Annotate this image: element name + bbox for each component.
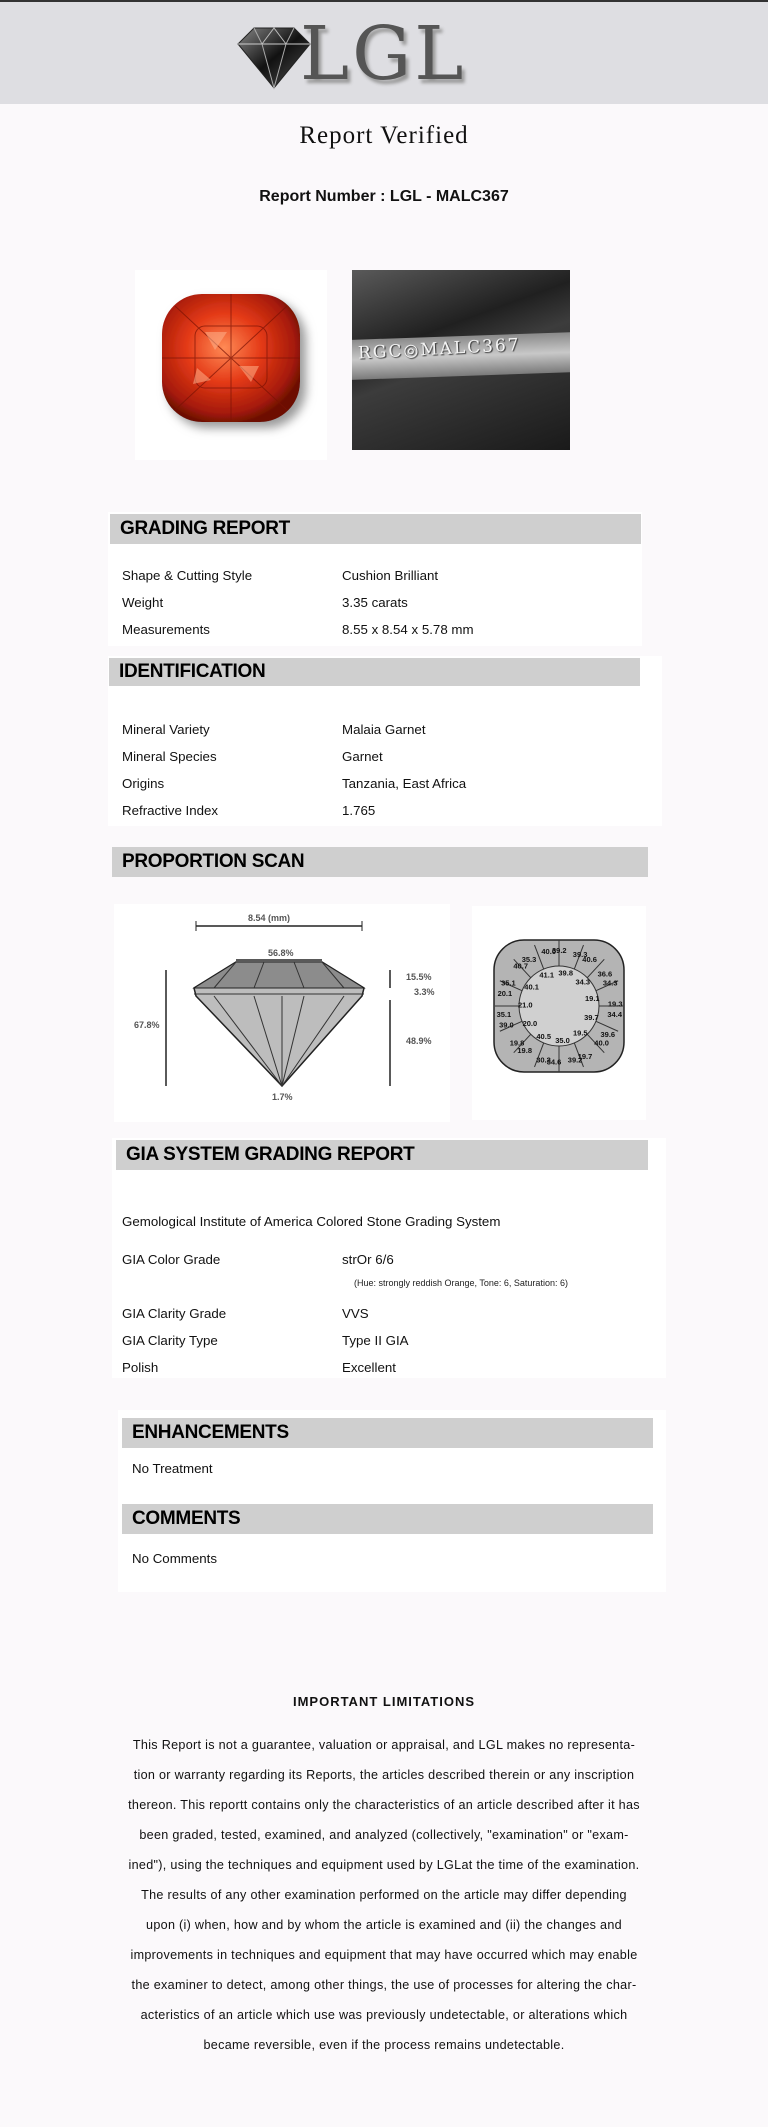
grading-label-weight: Weight [122,595,164,610]
limitations-line: tion or warranty regarding its Reports, the articles described therein or any inscription [133,1768,635,1782]
enhancements-heading: ENHANCEMENTS [122,1418,653,1448]
facet-angle-label: 40.0 [594,1038,609,1048]
gia-label-color: GIA Color Grade [122,1252,221,1267]
facet-angle-label: 39.0 [499,1020,514,1030]
grading-report-heading: GRADING REPORT [110,514,641,544]
pavilion-label: 48.9% [406,1036,432,1046]
facet-angle-label: 35.1 [496,1010,512,1019]
garnet-gem-image [135,270,327,460]
gia-value-clarity-type: Type II GIA [342,1333,409,1348]
ident-value-variety: Malaia Garnet [342,722,426,737]
facet-angle-label: 30.2 [536,1055,551,1065]
grading-label-shape: Shape & Cutting Style [122,568,253,583]
report-number: Report Number : LGL - MALC367 [259,188,509,205]
gia-system-name: Gemological Institute of America Colored Stone Grading System [122,1214,501,1229]
facet-angle-label: 21.0 [518,1000,533,1010]
lgl-logo[interactable] [234,11,486,97]
limitations-line: This Report is not a guarantee, valuation or appraisal, and LGL makes no representa- [132,1738,636,1752]
facet-angle-label: 40.7 [513,961,529,971]
proportion-scan-heading: PROPORTION SCAN [112,847,648,877]
limitations-line: upon (i) when, how and by whom the article is examined and (ii) the changes and [146,1918,622,1932]
facet-angle-label: 19.1 [585,994,600,1003]
facet-angle-label: 36.6 [597,969,613,979]
facet-angle-label: 40.1 [524,982,539,992]
crown-label: 15.5% [406,972,432,982]
facet-angle-label: 20.1 [497,988,513,998]
grading-value-measurements: 8.55 x 8.54 x 5.78 mm [342,622,474,637]
gia-label-clarity-type: GIA Clarity Type [122,1333,218,1348]
limitations-line: became reversible, even if the process remains undetectable. [203,2038,565,2052]
facet-angle-label: 39.2 [567,1055,583,1065]
comments-heading: COMMENTS [122,1504,653,1534]
limitations-line: been graded, tested, examined, and analyzed (collectively, "examination" or "exam- [139,1828,629,1842]
limitations-line: the examiner to detect, among other things, the use of processes for altering the char- [131,1978,637,1992]
side-profile-svg [114,904,450,1122]
facet-angle-label: 19.8 [517,1046,533,1055]
culet-label: 1.7% [272,1092,293,1102]
gia-label-polish: Polish [122,1360,159,1375]
girdle-label: 3.3% [414,987,435,997]
laser-inscription-photo [352,270,570,450]
grading-value-weight: 3.35 carats [342,595,408,610]
site-header [0,2,768,104]
page-title: Report Verified [299,122,469,149]
total-depth-label: 67.8% [134,1020,160,1030]
facet-angle-label: 34.4 [607,1010,623,1019]
ident-value-origins: Tanzania, East Africa [342,776,467,791]
facet-angle-label: 34.3 [602,978,618,988]
facet-angle-label: 19.8 [509,1038,525,1048]
grading-label-measurements: Measurements [122,622,210,637]
facet-angle-label: 34.3 [575,977,591,987]
limitations-heading: IMPORTANT LIMITATIONS [292,1694,476,1709]
ident-label-origins: Origins [122,776,165,791]
inscription-text: RGC◎MALC367 [357,335,522,364]
ident-value-species: Garnet [342,749,383,764]
limitations-line: improvements in techniques and equipment that may have occurred which may enable [130,1948,638,1962]
facet-angle-label: 39.8 [558,968,574,978]
side-profile-diagram [114,904,450,1122]
ident-label-variety: Mineral Variety [122,722,210,737]
gia-value-color: strOr 6/6 [342,1252,394,1267]
facet-angle-label: 35.0 [555,1035,570,1045]
top-view-diagram [472,906,646,1120]
width-label: 8.54 (mm) [248,913,291,923]
limitations-line: thereon. This reportt contains only the characteristics of an article described after it has [128,1798,640,1812]
ident-label-species: Mineral Species [122,749,217,764]
facet-angle-label: 39.2 [552,946,567,955]
facet-angle-label: 34.6 [546,1057,562,1067]
gia-label-clarity: GIA Clarity Grade [122,1306,227,1321]
gemstone-photo [135,270,327,460]
facet-angle-label: 19.7 [577,1051,593,1061]
facet-angle-label: 19.3 [607,999,623,1009]
facet-angle-label: 40.0 [541,947,557,956]
gia-value-polish: Excellent [342,1360,396,1375]
ident-label-ri: Refractive Index [122,803,219,818]
top-view-svg [472,906,646,1120]
facet-angle-label: 20.0 [522,1019,538,1028]
limitations-line: The results of any other examination performed on the article may differ depending [141,1888,627,1902]
facet-angle-label: 19.5 [573,1028,588,1038]
comments-text: No Comments [132,1551,217,1566]
facet-angle-label: 40.5 [536,1032,552,1042]
gia-value-clarity: VVS [342,1306,369,1321]
ident-value-ri: 1.765 [342,803,376,818]
facet-angle-label: 40.6 [582,954,597,964]
enhancements-text: No Treatment [132,1461,213,1476]
grading-value-shape: Cushion Brilliant [342,568,439,583]
limitations-line: ined"), using the techniques and equipment used by LGLat the time of the examination. [128,1858,640,1872]
gia-heading: GIA SYSTEM GRADING REPORT [116,1140,648,1170]
logo-text: LGL [300,11,467,97]
facet-angle-label: 39.3 [572,950,588,959]
facet-angle-label: 35.1 [501,978,516,988]
facet-angle-label: 39.6 [600,1030,616,1039]
table-label: 56.8% [268,948,294,958]
facet-angle-label: 35.3 [521,954,537,964]
facet-angle-label: 39.7 [584,1013,599,1023]
gia-color-note: (Hue: strongly reddish Orange, Tone: 6, Saturation: 6) [354,1278,568,1288]
facet-angle-label: 41.1 [539,970,555,980]
limitations-line: acteristics of an article which use was previously undetectable, or alterations which [140,2008,628,2022]
identification-heading: IDENTIFICATION [109,658,640,686]
